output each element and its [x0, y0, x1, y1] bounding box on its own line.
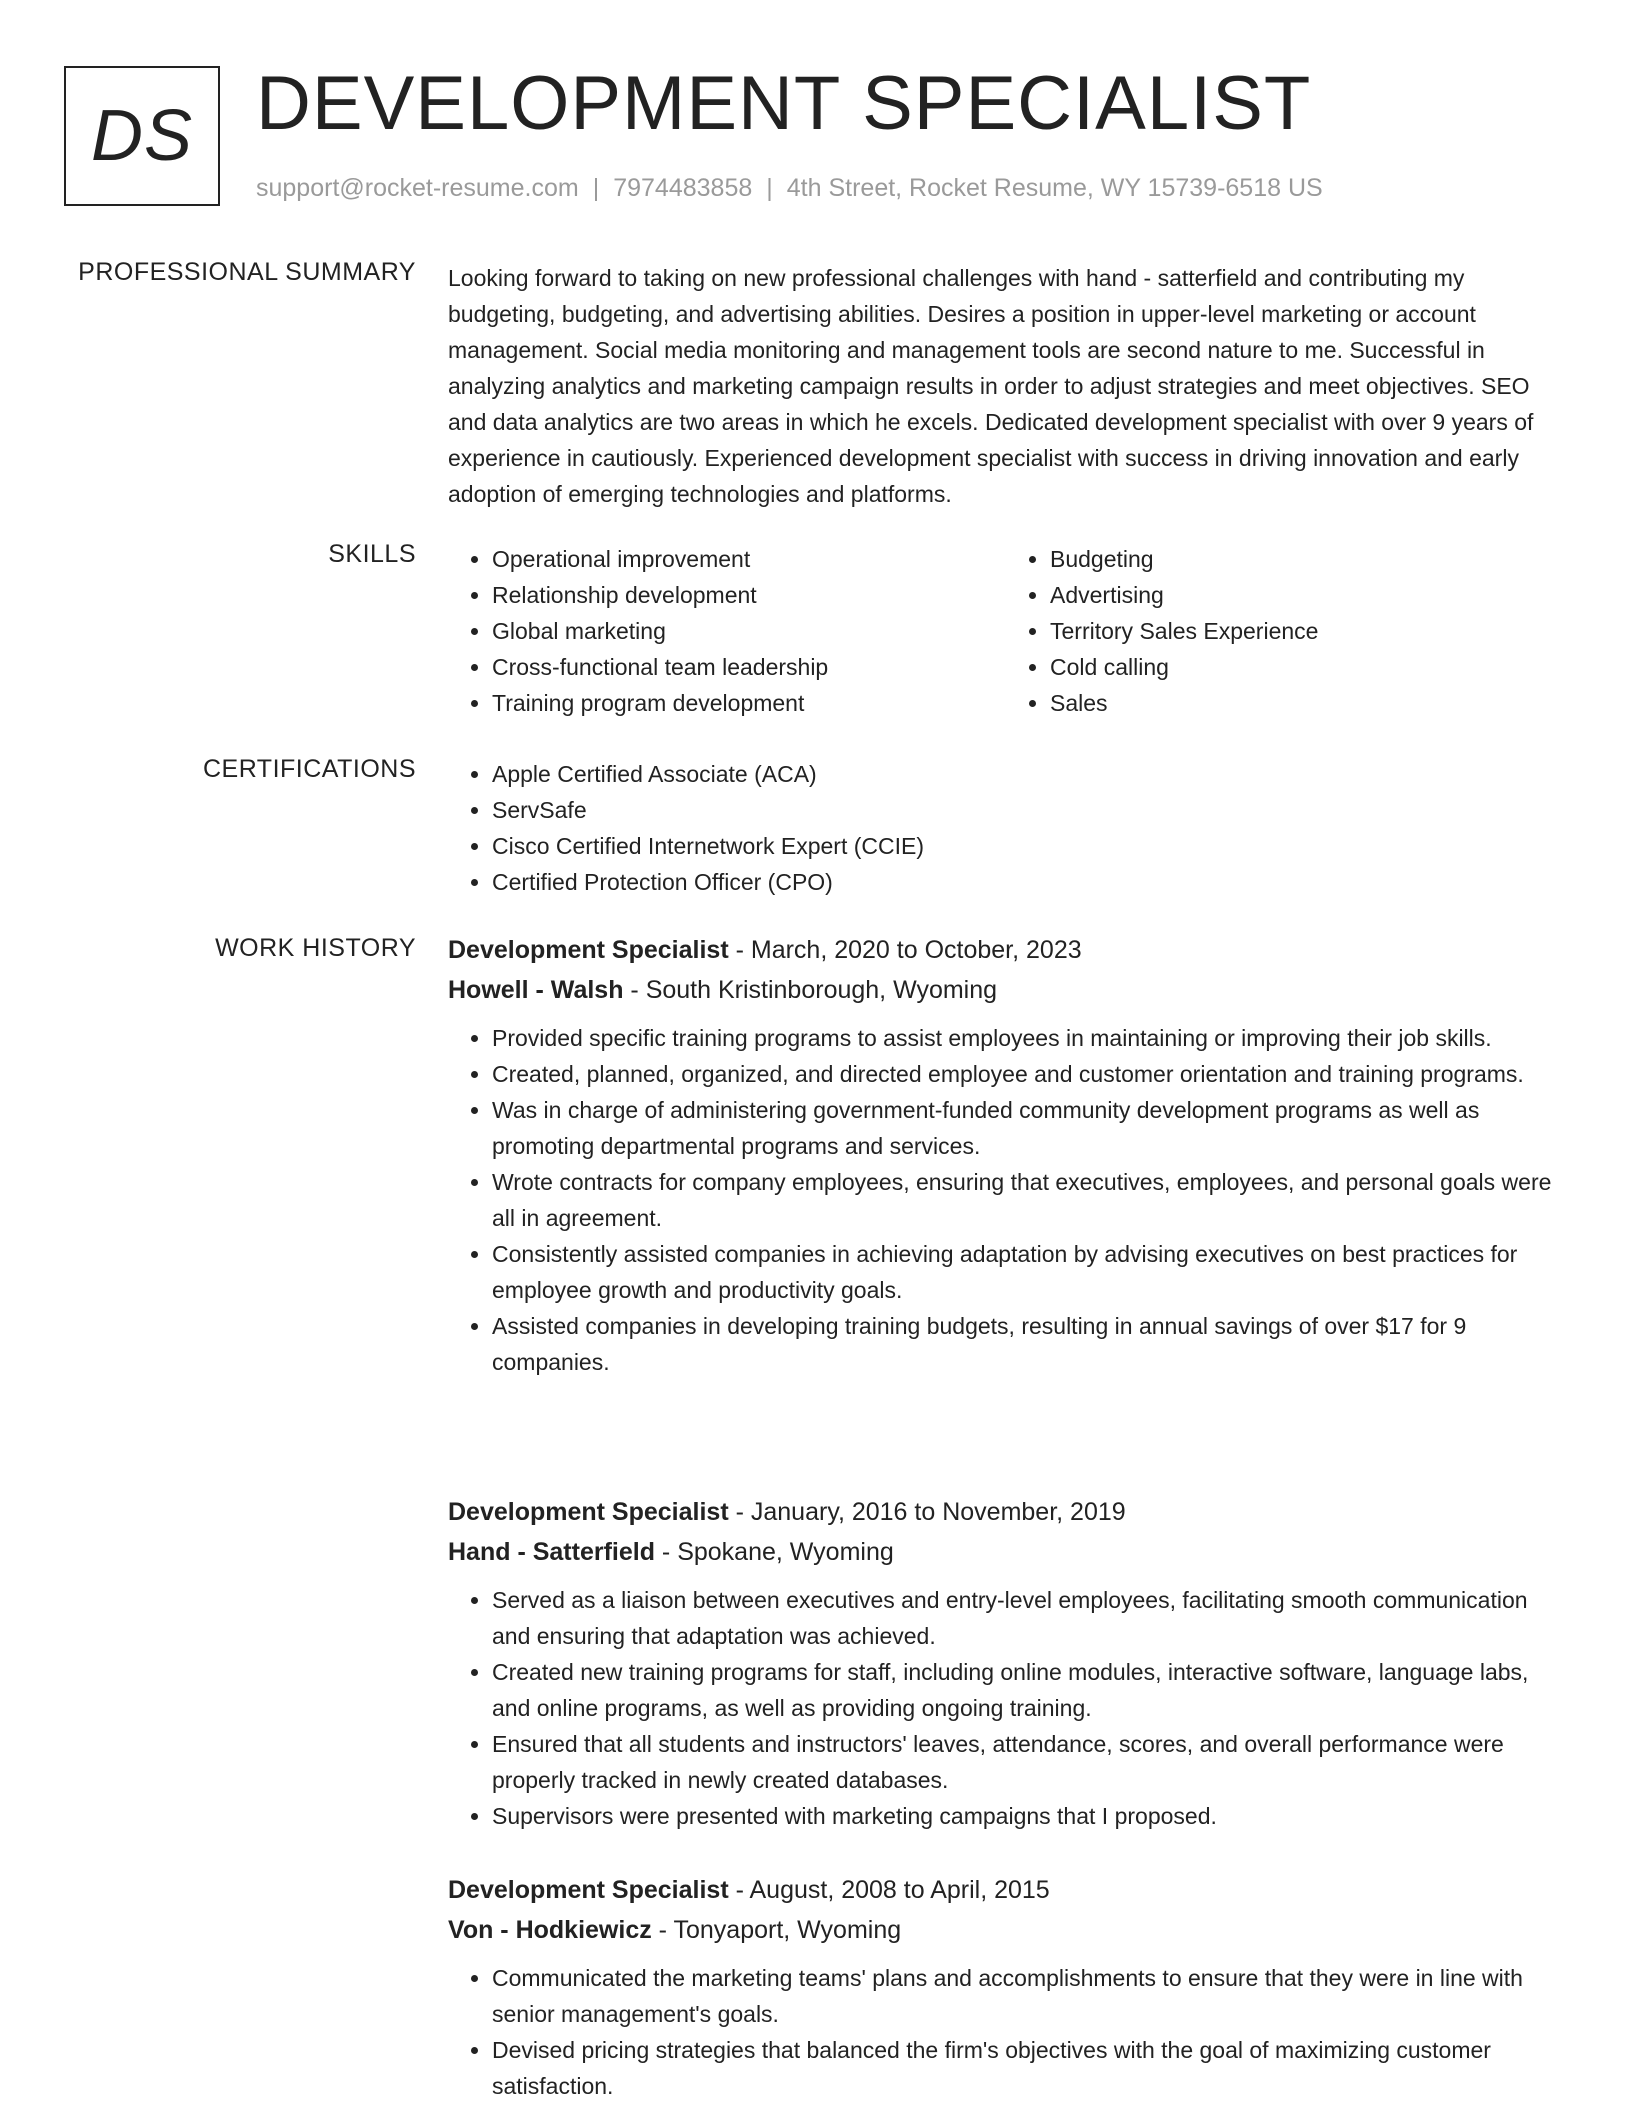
job-dates: - January, 2016 to November, 2019 — [728, 1498, 1126, 1526]
job-bullet: • Assisted companies in developing training budgets, resulting in annual savings of over $17 for 9 companies. — [492, 1308, 1564, 1380]
job-location: - South Kristinborough, Wyoming — [623, 976, 998, 1004]
certifications-list — [448, 756, 1564, 900]
skill-item: • Budgeting — [1050, 541, 1564, 577]
contact-address: 4th Street, Rocket Resume, WY 15739-6518 US — [786, 174, 1323, 202]
job-dates: - August, 2008 to April, 2015 — [728, 1876, 1050, 1904]
job-title: Development Specialist — [448, 1876, 729, 1904]
contact-separator: | — [766, 174, 773, 202]
job-location: - Tonyaport, Wyoming — [651, 1916, 902, 1944]
job-company-line — [448, 970, 1564, 1010]
skill-item: • Sales — [1050, 685, 1564, 721]
job-bullet: • Created new training programs for staff, including online modules, interactive software, language labs, and online programs, as well as providing ongoing training. — [492, 1654, 1564, 1726]
contact-phone[interactable]: 7974483858 — [613, 174, 753, 202]
job-bullet: • Wrote contracts for company employees, ensuring that executives, employees, and personal goals were all in agreement. — [492, 1164, 1564, 1236]
job-company-line — [448, 1910, 1564, 1950]
job-entry — [448, 1870, 1564, 2104]
job-bullet: • Consistently assisted companies in achieving adaptation by advising executives on best practices for employee growth and productivity goals. — [492, 1236, 1564, 1308]
summary-heading: PROFESSIONAL SUMMARY — [78, 258, 416, 286]
job-bullet: • Served as a liaison between executives and entry-level employees, facilitating smooth communication and ensuring that adaptation was achieved. — [492, 1582, 1564, 1654]
work-history-heading: WORK HISTORY — [215, 934, 416, 962]
job-bullet: • Devised pricing strategies that balanced the firm's objectives with the goal of maximizing customer satisfaction. — [492, 2032, 1564, 2104]
job-company: Von - Hodkiewicz — [448, 1916, 652, 1944]
job-title-line — [448, 1492, 1564, 1532]
job-title-line — [448, 930, 1564, 970]
monogram-logo: DS — [64, 66, 220, 206]
job-bullet: • Ensured that all students and instructors' leaves, attendance, scores, and overall performance were properly tracked in newly created databases. — [492, 1726, 1564, 1798]
skill-item: • Cold calling — [1050, 649, 1564, 685]
skill-item: • Operational improvement — [492, 541, 1006, 577]
job-company-line — [448, 1532, 1564, 1572]
contact-email[interactable]: support@rocket-resume.com — [256, 174, 579, 202]
resume-header — [64, 61, 1584, 214]
job-bullet: • Provided specific training programs to assist employees in maintaining or improving their job skills. — [492, 1020, 1564, 1056]
skill-item: • Advertising — [1050, 577, 1564, 613]
job-bullet: • Was in charge of administering government-funded community development programs as well as promoting departmental programs and services. — [492, 1092, 1564, 1164]
certification-item: • Cisco Certified Internetwork Expert (CCIE) — [492, 828, 1564, 864]
job-bullet: • Supervisors were presented with marketing campaigns that I proposed. — [492, 1798, 1564, 1834]
contact-separator: | — [592, 174, 600, 202]
job-company: Hand - Satterfield — [448, 1538, 655, 1566]
job-bullets — [448, 1020, 1564, 1380]
job-bullets — [448, 1582, 1564, 1834]
skills-list — [448, 541, 1564, 721]
certifications-heading: CERTIFICATIONS — [202, 755, 416, 783]
skills-column-2 — [1006, 541, 1564, 721]
job-entry — [448, 1492, 1564, 1834]
skill-item: • Training program development — [492, 685, 1006, 721]
job-title-line — [448, 1870, 1564, 1910]
certification-item: • Certified Protection Officer (CPO) — [492, 864, 1564, 900]
skill-item: • Relationship development — [492, 577, 1006, 613]
skills-heading: SKILLS — [328, 540, 416, 568]
contact-line — [256, 174, 1323, 203]
skill-item: • Global marketing — [492, 613, 1006, 649]
job-dates: - March, 2020 to October, 2023 — [728, 936, 1082, 964]
job-bullet: • Created, planned, organized, and directed employee and customer orientation and training programs. — [492, 1056, 1564, 1092]
skill-item: • Territory Sales Experience — [1050, 613, 1564, 649]
page-title: DEVELOPMENT SPECIALIST — [256, 61, 1312, 146]
job-title: Development Specialist — [448, 1498, 729, 1526]
job-entry — [448, 930, 1564, 1380]
job-bullets — [448, 1960, 1564, 2104]
certification-item: • ServSafe — [492, 792, 1564, 828]
job-bullet: • Communicated the marketing teams' plans and accomplishments to ensure that they were in line with senior management's goals. — [492, 1960, 1564, 2032]
summary-text: Looking forward to taking on new professional challenges with hand - satterfield and contributing my budgeting, budgeting, and advertising abilities. Desires a position in upper-level marketing or account management. Social media monitoring and management tools are second nature to me. Successful in analyzing analytics and marketing campaign results in order to adjust strategies and meet objectives. SEO and data analytics are two areas in which he excels. Dedicated development specialist with over 9 years of experience in cautiously. Experienced development specialist with success in driving innovation and early adoption of emerging technologies and platforms. — [448, 265, 1534, 507]
job-location: - Spokane, Wyoming — [654, 1538, 894, 1566]
job-company: Howell - Walsh — [448, 976, 624, 1004]
skills-column-1 — [448, 541, 1006, 721]
certification-item: • Apple Certified Associate (ACA) — [492, 756, 1564, 792]
job-title: Development Specialist — [448, 936, 729, 964]
skill-item: • Cross-functional team leadership — [492, 649, 1006, 685]
